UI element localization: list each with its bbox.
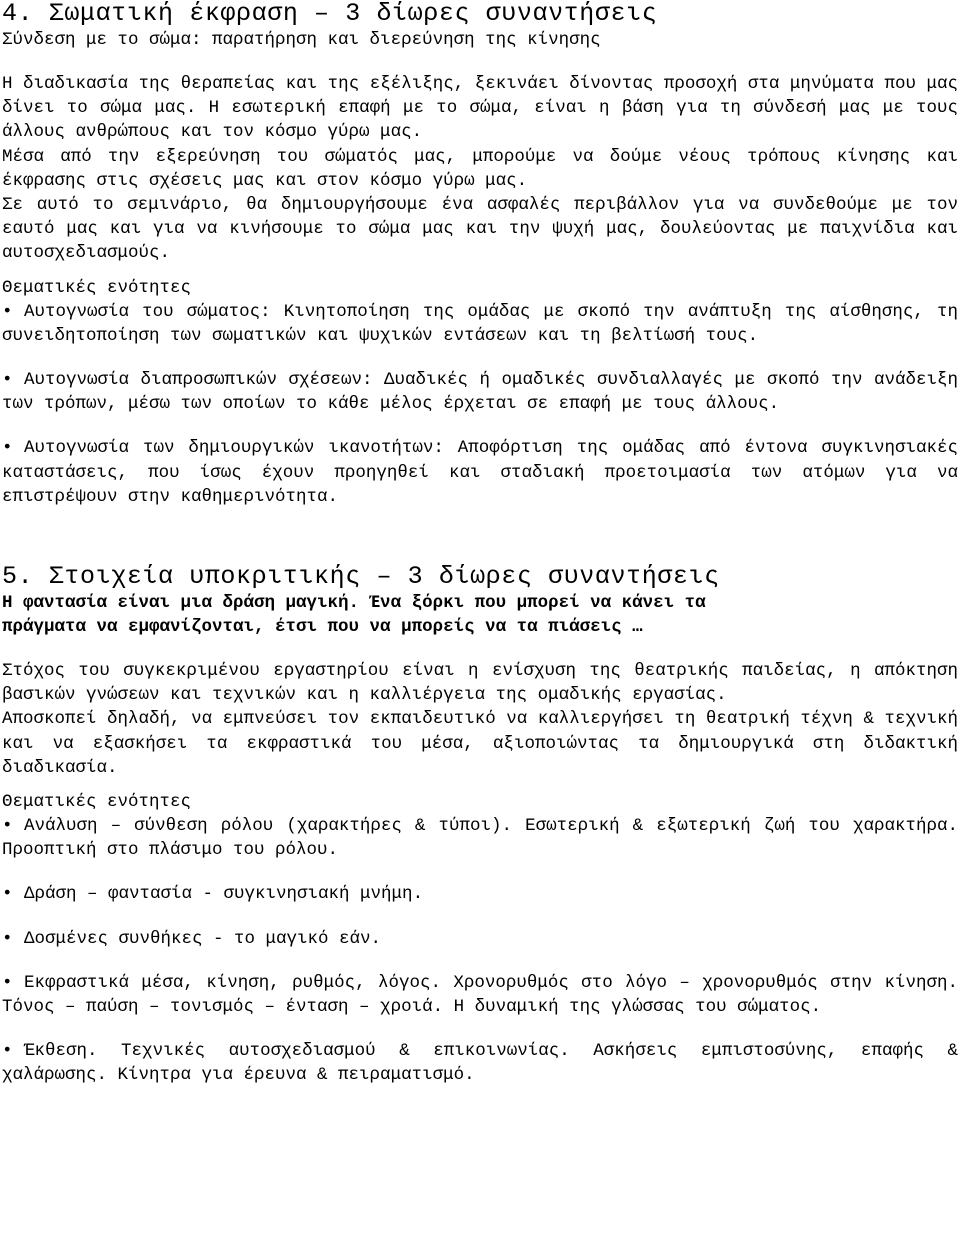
section-4-topics-heading: Θεματικές ενότητες	[2, 277, 192, 298]
section-5-paragraph: Αποσκοπεί δηλαδή, να εμπνεύσει τον εκπαιδευτικό να καλλιεργήσει τη θεατρική τέχνη & τεχνική και να εξασκήσει τα εκφραστικά του μέσα, αξιοποιώντας τα δημιουργικά στη διδακτική διαδικασία.	[2, 709, 958, 778]
section-5-title: 5. Στοιχεία υποκριτικής – 3 δίωρες συναντήσεις	[2, 562, 720, 592]
section-4-paragraph: Μέσα από την εξερεύνηση του σώματός μας, μπορούμε να δούμε νέους τρόπους κίνησης και έκφρασης στις σχέσεις μας και στον κόσμο γύρω μας.	[2, 146, 958, 191]
section-5-topics-heading: Θεματικές ενότητες	[2, 792, 192, 813]
section-5-bullet: • Δράση – φαντασία - συγκινησιακή μνήμη.	[2, 882, 958, 906]
bullet-icon: •	[2, 438, 13, 459]
section-5-subtitle-line-1: Η φαντασία είναι μια δράση μαγική. Ένα ξόρκι που μπορεί να κάνει τα	[2, 593, 706, 614]
bullet-icon: •	[2, 928, 13, 949]
section-4-bullet: • Αυτογνωσία των δημιουργικών ικανοτήτων: Αποφόρτιση της ομάδας από έντονα συγκινησιακές καταστάσεις, που ίσως έχουν προηγηθεί και σταδιακή προετοιμασία των ατόμων για να επιστρέψουν στην καθημερινότητα.	[2, 438, 958, 507]
section-5-bullet: • Έκθεση. Τεχνικές αυτοσχεδιασμού & επικοινωνίας. Ασκήσεις εμπιστοσύνης, επαφής & χαλάρωσης. Κίνητρα για έρευνα & πειραματισμό.	[2, 1041, 958, 1086]
section-4-paragraph: Η διαδικασία της θεραπείας και της εξέλιξης, ξεκινάει δίνοντας προσοχή στα μηνύματα που μας δίνει το σώμα μας. Η εσωτερική επαφή με το σώμα, είναι η βάση για τη σύνδεσή μας με τους άλλους ανθρώπους και τον κόσμο γύρω μας.	[2, 74, 958, 143]
bullet-icon: •	[2, 370, 13, 391]
bullet-icon: •	[2, 884, 13, 905]
section-4-bullet: • Αυτογνωσία του σώματος: Κινητοποίηση της ομάδας με σκοπό την ανάπτυξη της αίσθησης, τη συνειδητοποίηση των σωματικών και ψυχικών εντάσεων και τη βελτίωσή τους.	[2, 301, 958, 346]
section-4-title: 4. Σωματική έκφραση – 3 δίωρες συναντήσεις	[2, 0, 658, 28]
section-4-bullet: • Αυτογνωσία διαπροσωπικών σχέσεων: Δυαδικές ή ομαδικές συνδιαλλαγές με σκοπό την ανάδειξη των τρόπων, μέσω των οποίων το κάθε μέλος έρχεται σε επαφή με τους άλλους.	[2, 370, 958, 415]
bullet-icon: •	[2, 301, 13, 322]
bullet-icon: •	[2, 972, 13, 993]
section-5-subtitle-line-2: πράγματα να εμφανίζονται, έτσι που να μπορείς να τα πιάσεις …	[2, 617, 643, 638]
bullet-icon: •	[2, 1041, 13, 1062]
section-4-subtitle: Σύνδεση με το σώμα: παρατήρηση και διερεύνηση της κίνησης	[2, 30, 601, 50]
section-5-bullet: • Ανάλυση – σύνθεση ρόλου (χαρακτήρες & τύποι). Εσωτερική & εξωτερική ζωή του χαρακτήρα. Προοπτική στο πλάσιμο του ρόλου.	[2, 816, 958, 861]
bullet-icon: •	[2, 816, 13, 837]
section-5-paragraph: Στόχος του συγκεκριμένου εργαστηρίου είναι η ενίσχυση της θεατρικής παιδείας, η απόκτηση βασικών γνώσεων και τεχνικών και η καλλιέργεια της ομαδικής εργασίας.	[2, 661, 958, 706]
section-5-bullet: • Εκφραστικά μέσα, κίνηση, ρυθμός, λόγος. Χρονορυθμός στο λόγο – χρονορυθμός στην κίνηση. Τόνος – παύση – τονισμός – ένταση – χροιά. Η δυναμική της γλώσσας του σώματος.	[2, 972, 958, 1018]
section-4-paragraph: Σε αυτό το σεμινάριο, θα δημιουργήσουμε ένα ασφαλές περιβάλλον για να συνδεθούμε με τον εαυτό μας και για να κινήσουμε το σώμα μας και την ψυχή μας, δουλεύοντας με παιχνίδια και αυτοσχεδιασμούς.	[2, 195, 958, 264]
document-page	[2, 0, 958, 1088]
section-5-bullet: • Δοσμένες συνθήκες - το μαγικό εάν.	[2, 927, 958, 951]
